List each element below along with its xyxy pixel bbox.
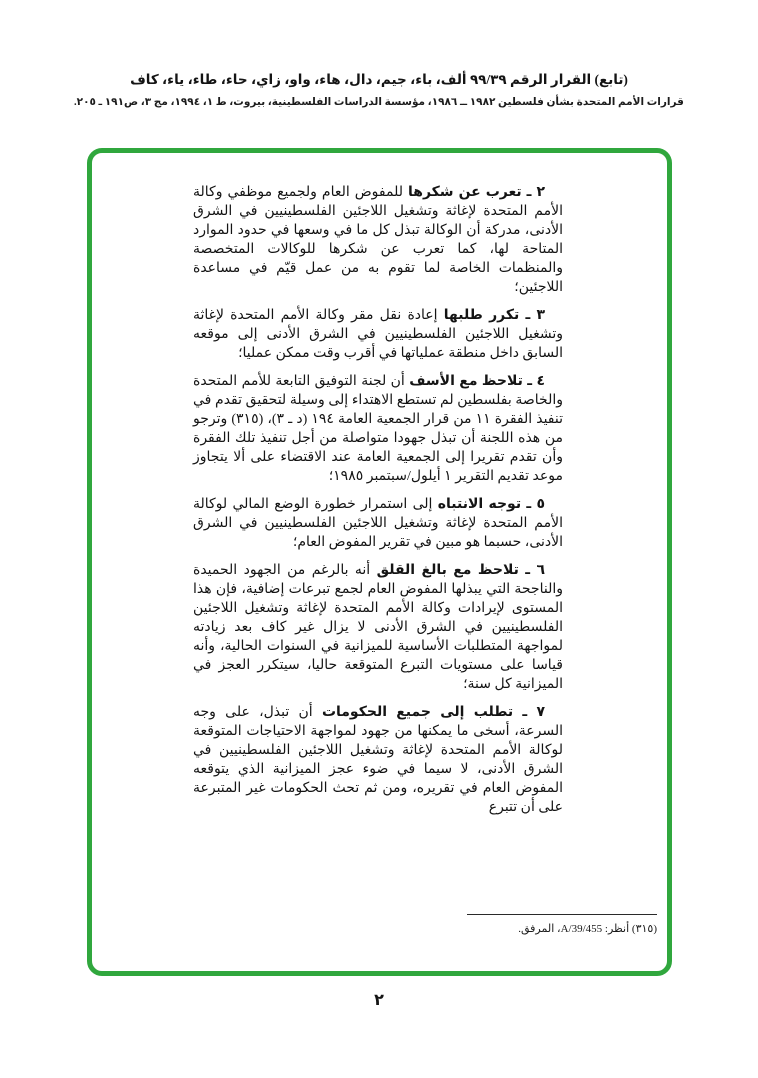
footnote-area xyxy=(467,914,657,935)
paragraph-text: إلى استمرار خطورة الوضع المالي لوكالة الأمم المتحدة لإغاثة وتشغيل اللاجئين الفلسطينيين في الشرق الأدنى، حسبما هو مبين في تقرير المفوض العام؛ xyxy=(193,497,563,550)
document-header xyxy=(0,72,758,108)
paragraph-lead: تكرر طلبها xyxy=(443,308,520,323)
footnote-separator xyxy=(467,914,657,915)
document-title: (تابع) القرار الرقم ٩٩/٣٩ ألف، باء، جيم، دال، هاء، واو، زاي، حاء، طاء، ياء، كاف xyxy=(130,72,628,87)
paragraph-number: ٢ ـ xyxy=(526,185,546,200)
paragraph-number: ٤ ـ xyxy=(527,374,546,389)
paragraph-text: للمفوض العام ولجميع موظفي وكالة الأمم المتحدة لإغاثة وتشغيل اللاجئين الفلسطينيين في الشرق الأدنى، مدركة أن الوكالة تبذل كل ما في وسعها في حدود الموارد المتاحة لها، كما تعرب عن شكرها للوكالات المتخصصة والمنظمات الخاصة لما تقوم به من عمل قيّم في مساعدة اللاجئين؛ xyxy=(193,185,563,295)
resolution-text-column xyxy=(193,183,563,826)
green-annotation-box xyxy=(87,148,672,976)
paragraph-lead: تلاحظ مع الأسف xyxy=(409,374,523,389)
paragraph-text: أنه بالرغم من الجهود الحميدة والناجحة التي يبذلها المفوض العام لجمع تبرعات إضافية، فإن هذا المستوى لإيرادات وكالة الأمم المتحدة لإغاثة وتشغيل اللاجئين الفلسطينيين في الشرق الأدنى لا يزال غير كاف بعد زيادته لمواجهة المتطلبات الأساسية للميزانية في السنوات الحالية، وأنه قياسا على مستويات التبرع المتوقعة حاليا، سيتكرر العجز في الميزانية كل سنة؛ xyxy=(193,563,563,692)
resolution-paragraph-4 xyxy=(193,372,563,486)
footnote-reference: A/39/455 xyxy=(560,923,603,935)
paragraph-lead: تلاحظ مع بالغ القلق xyxy=(376,563,519,578)
paragraph-text: أن لجنة التوفيق التابعة للأمم المتحدة والخاصة بفلسطين لم تستطع الاهتداء إلى وسيلة لتحقيق تقدم في تنفيذ الفقرة ١١ من قرار الجمعية العامة ١٩٤ (د ـ ٣)، (٣١٥) وترجو من هذه اللجنة أن تبذل جهودا متواصلة من أجل تنفيذ تلك الفقرة وأن تقدم تقريرا إلى الجمعية العامة عند الاقتضاء على ألا يتجاوز موعد تقديم التقرير ١ أيلول/سبتمبر ١٩٨٥؛ xyxy=(193,374,564,484)
paragraph-number: ٦ ـ xyxy=(525,563,546,578)
paragraph-number: ٣ ـ xyxy=(525,308,546,323)
footnote-tail: ، المرفق. xyxy=(518,923,561,935)
paragraph-lead: تعرب عن شكرها xyxy=(407,185,522,200)
footnote xyxy=(467,922,657,935)
resolution-paragraph-6 xyxy=(193,561,563,694)
paragraph-lead: تطلب إلى جميع الحكومات xyxy=(321,705,514,720)
resolution-paragraph-2 xyxy=(193,183,563,297)
resolution-paragraph-7 xyxy=(193,703,563,817)
footnote-marker: (٣١٥) xyxy=(631,923,657,935)
paragraph-text: أن تبذل، على وجه السرعة، أسخى ما يمكنها من جهود لمواجهة الاحتياجات المتوقعة لوكالة الأمم المتحدة لإغاثة وتشغيل اللاجئين الفلسطينيين في الشرق الأدنى، لا سيما في ضوء عجز الميزانية الذي يتوقعه المفوض العام في تقريره، ومن ثم تحث الحكومات غير المتبرعة على أن تتبرع xyxy=(193,705,563,815)
paragraph-number: ٧ ـ xyxy=(522,705,546,720)
resolution-paragraph-3 xyxy=(193,306,563,363)
footnote-label: أنظر: xyxy=(604,923,630,935)
paragraph-lead: توجه الانتباه xyxy=(437,497,522,512)
resolution-paragraph-5 xyxy=(193,495,563,552)
paragraph-text: إعادة نقل مقر وكالة الأمم المتحدة لإغاثة وتشغيل اللاجئين الفلسطينيين في الشرق الأدنى إلى موقعه السابق داخل منطقة عملياتها في أقرب وقت ممكن عمليا؛ xyxy=(193,308,563,361)
page-number: ٢ xyxy=(374,992,384,1009)
document-citation: قرارات الأمم المتحدة بشأن فلسطين ١٩٨٢ ــ ١٩٨٦، مؤسسة الدراسات الفلسطينية، بيروت، ط ١، ١٩٩٤، مج ٣، ص١٩١ ـ ٢٠٥. xyxy=(74,97,684,108)
paragraph-number: ٥ ـ xyxy=(526,497,546,512)
